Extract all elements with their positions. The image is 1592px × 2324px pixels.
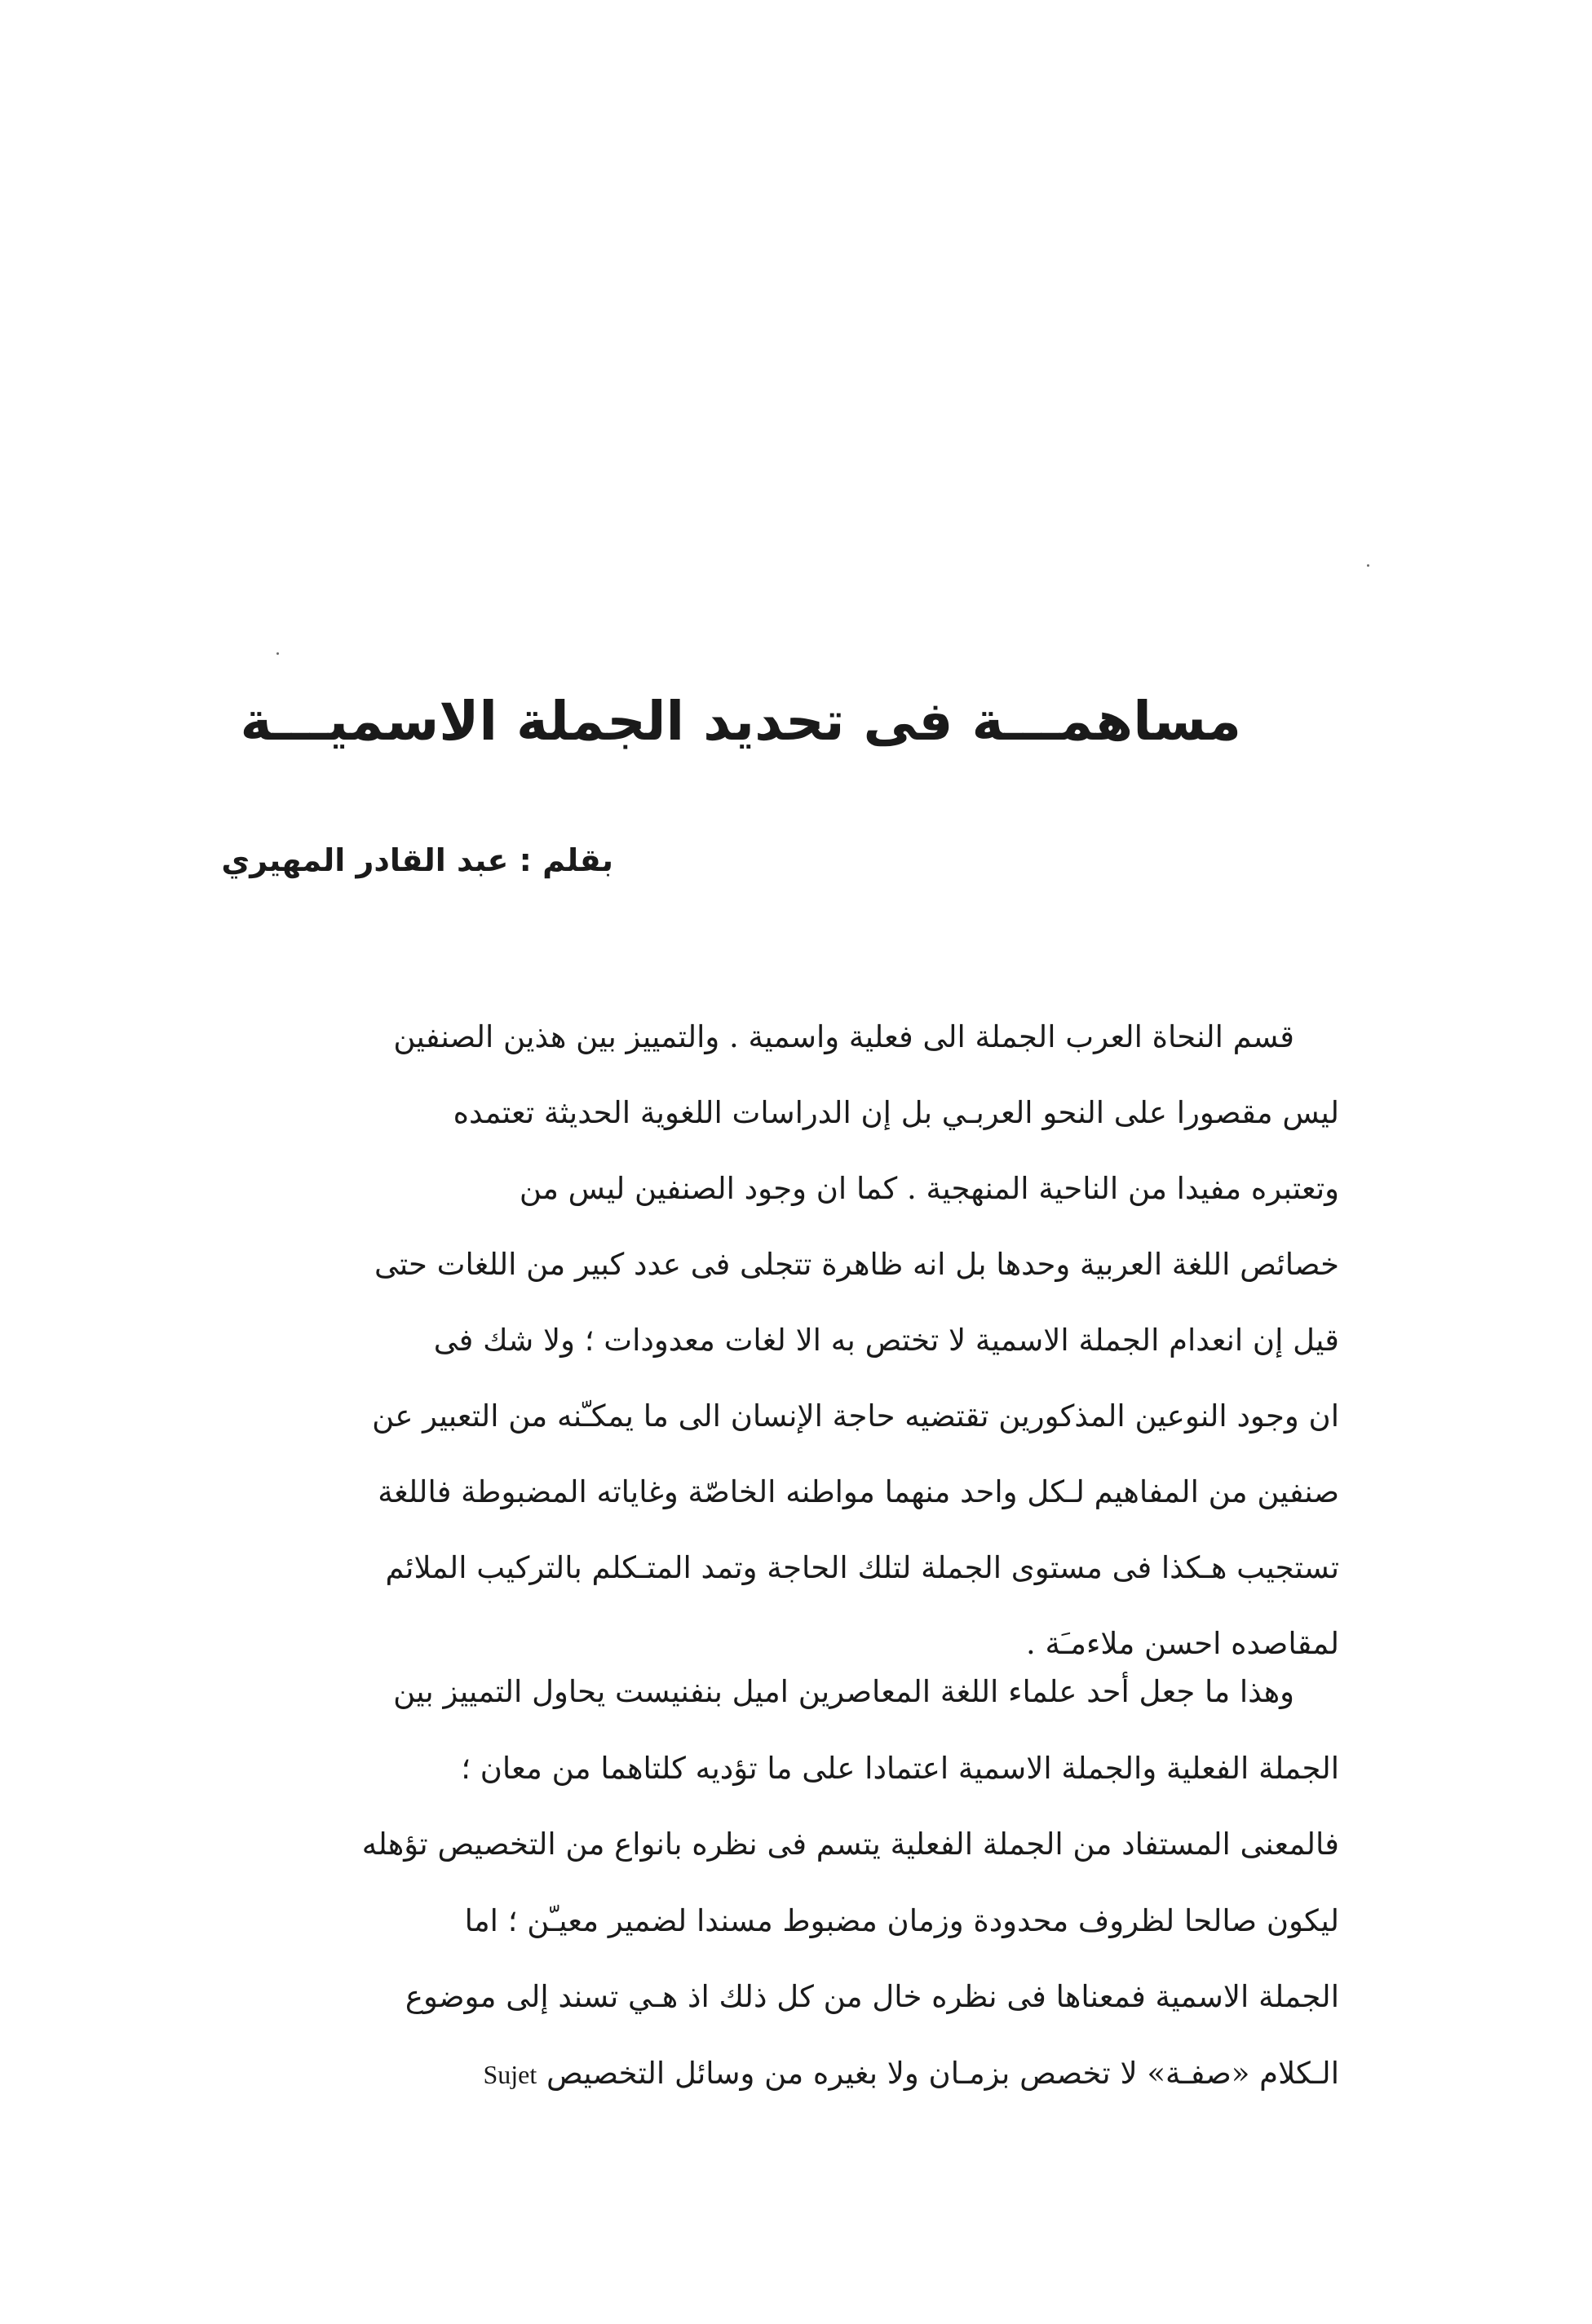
text-line: قيل إن انعدام الجملة الاسمية لا تختص به الا لغات معدودات ؛ ولا شك فى [433, 1323, 1339, 1358]
text-line: قسم النحاة العرب الجملة الى فعلية واسمية . والتمييز بين هذين الصنفين [393, 1019, 1294, 1054]
text-line: صنفين من المفاهيم لـكل واحد منهما مواطنه الخاصّة وغاياته المضبوطة فاللغة [378, 1474, 1339, 1509]
paragraph-1 [246, 999, 1339, 1681]
latin-term: Sujet [483, 2059, 537, 2089]
text-line: الجملة الاسمية فمعناها فى نظره خال من كل ذلك اذ هـي تسند إلى موضوع [405, 1979, 1339, 2014]
article-title: مساهمـــة فى تحديد الجملة الاسميـــة [240, 690, 1241, 753]
text-line: خصائص اللغة العربية وحدها بل انه ظاهرة تتجلى فى عدد كبير من اللغات حتى [374, 1247, 1339, 1282]
scan-speck [1367, 564, 1369, 567]
text-line-content: الـكلام «صفـة» لا تخصص بزمـان ولا بغيره من وسائل التخصيص [546, 2055, 1339, 2091]
text-line: وتعتبره مفيدا من الناحية المنهجية . كما ان وجود الصنفين ليس من [519, 1171, 1339, 1206]
text-line: فالمعنى المستفاد من الجملة الفعلية يتسم فى نظره بانواع من التخصيص تؤهله [361, 1827, 1339, 1862]
text-line: لمقاصده احسن ملاءمـَة . [1025, 1626, 1339, 1661]
text-line: الجملة الفعلية والجملة الاسمية اعتمادا على ما تؤديه كلتاهما من معان ؛ [461, 1750, 1339, 1786]
scan-speck [276, 652, 279, 655]
text-line: ليكون صالحا لظروف محدودة وزمان مضبوط مسندا لضمير معيـّن ؛ اما [464, 1902, 1339, 1938]
text-line: ليس مقصورا على النحو العربـي بل إن الدراسات اللغوية الحديثة تعتمده [453, 1095, 1339, 1130]
text-line: وهذا ما جعل أحد علماء اللغة المعاصرين اميل بنفنيست يحاول التمييز بين [393, 1674, 1294, 1709]
author-byline: بقلم : عبد القادر المهيري [221, 842, 613, 878]
text-line-last [246, 2035, 1339, 2114]
text-line: تستجيب هـكذا فى مستوى الجملة لتلك الحاجة وتمد المتـكلم بالتركيب الملائم [385, 1550, 1339, 1585]
text-line: ان وجود النوعين المذكورين تقتضيه حاجة الإنسان الى ما يمكـّنه من التعبير عن [372, 1398, 1339, 1434]
paragraph-2 [246, 1654, 1339, 2113]
